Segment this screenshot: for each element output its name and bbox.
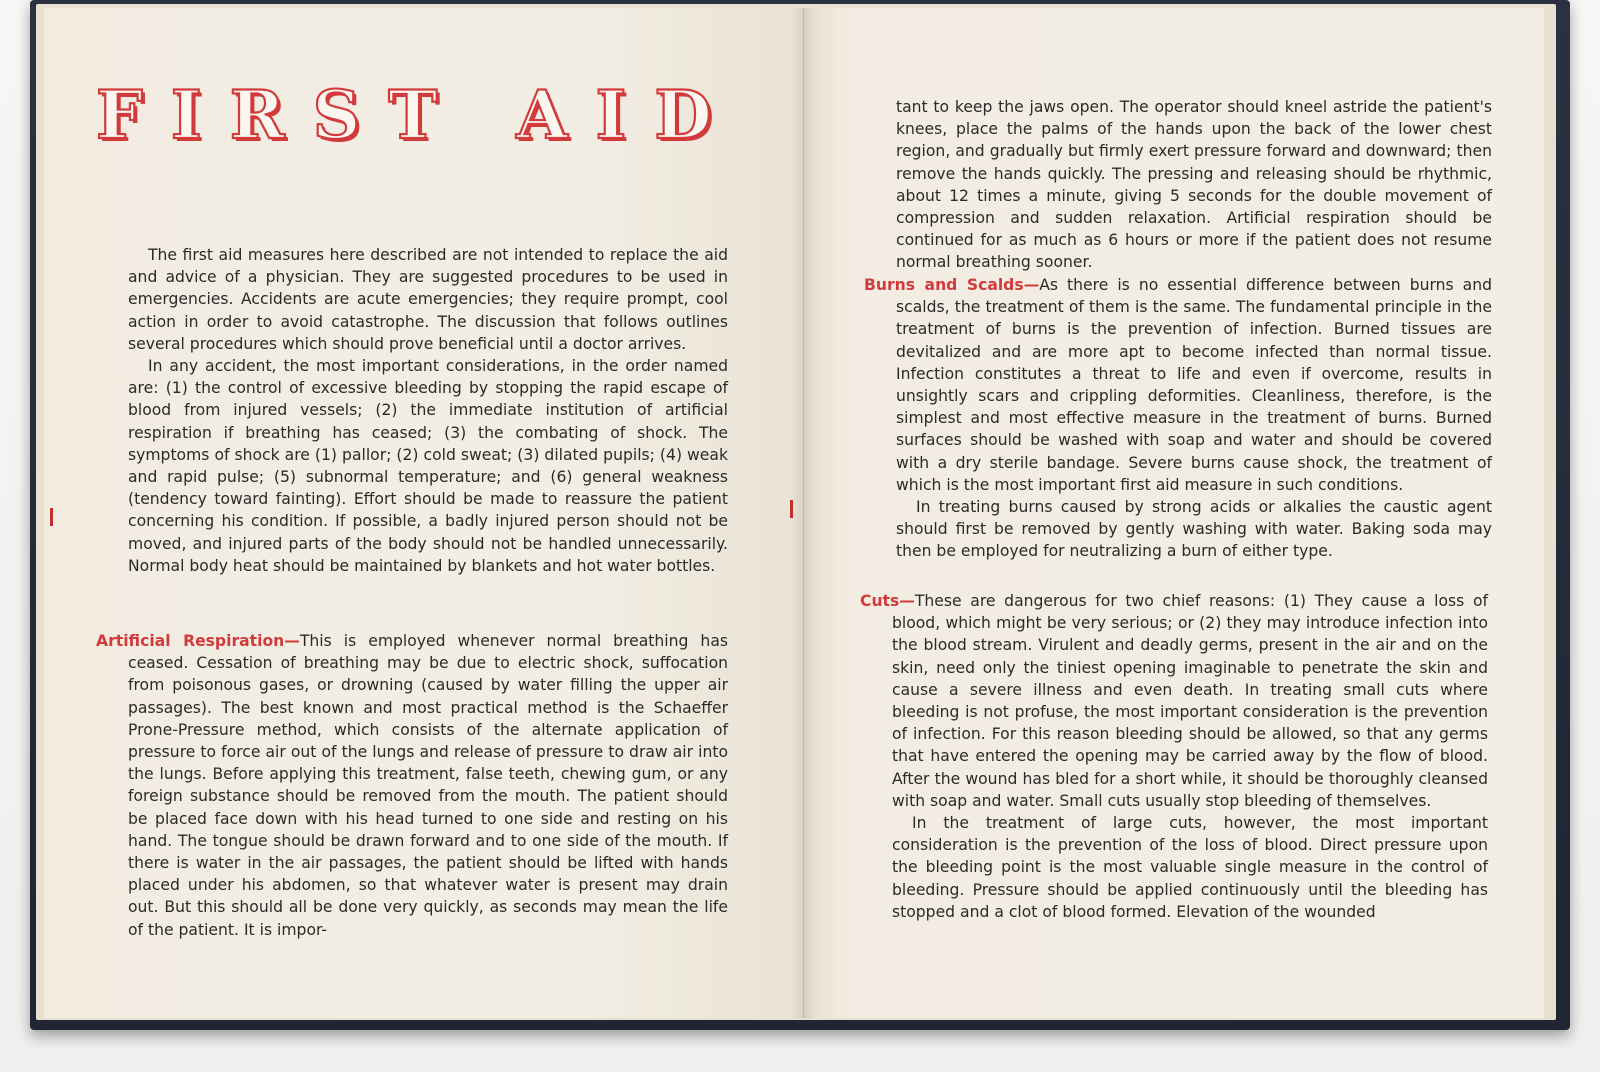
burns-paragraph-1 [864,274,1492,496]
artificial-respiration-text: This is employed whenever normal breathing has ceased. Cessation of breathing may be due to electric shock, suffocation from poisonous gases, or drowning (caused by water filling the upper air passages). The best known and most practical method is the Schaeffer Prone-Pressure method, which consists of the alternate application of pressure to force air out of the lungs and release of pressure to draw air into the lungs. Before applying this treatment, false teeth, chewing gum, or any foreign substance should be removed from the mouth. The patient should be placed face down with his head turned to one side and resting on his hand. The tongue should be drawn forward and to one side of the mouth. If there is water in the air passages, the patient should be lifted with hands placed under his abdomen, so that whatever water is present may drain out. But this should all be done very quickly, as seconds may mean the life of the patient. It is impor- [128,632,728,939]
page-edge-mark [50,508,53,526]
burns-text: As there is no essential difference between burns and scalds, the treatment of them is the same. The fundamental principle in the treatment of burns is the prevention of infection. Burned tissues are devitalized and are more apt to become infected than normal tissue. Infection constitutes a threat to life and even if overcome, results in unsightly scars and crippling deformities. Cleanliness, therefore, is the simplest and most effective measure in the treatment of burns. Burned surfaces should be washed with soap and water and should be covered with a dry sterile bandage. Severe burns cause shock, the treatment of which is the most important first aid measure in such conditions. [896,276,1492,494]
artificial-respiration-heading: Artificial Respiration— [96,632,300,650]
cuts-text: These are dangerous for two chief reasons: (1) They cause a loss of blood, which might be very serious; or (2) they may introduce infection into the blood stream. Virulent and deadly germs, present in the air and on the skin, need only the tiniest opening imaginable to penetrate the skin and cause a severe illness and even death. In treating small cuts where bleeding is not profuse, the most important consideration is the prevention of infection. For this reason bleeding should be allowed, so that any germs that have entered the opening may be carried away by the flow of blood. After the wound has bled for a short while, it should be thoroughly cleansed with soap and water. Small cuts usually stop bleeding of themselves. [892,592,1488,810]
artificial-respiration-section [96,630,728,941]
burns-paragraph-2: In treating burns caused by strong acids or alkalies the caustic agent should first be removed by gently washing with water. Baking soda may then be employed for neutralizing a burn of either type. [896,498,1492,561]
intro-paragraph-2: In any accident, the most important considerations, in the order named are: (1) the control of excessive bleeding by stopping the rapid escape of blood from injured vessels; (2) the immediate institution of artificial respiration if breathing has ceased; (3) the combating of shock. The symptoms of shock are (1) pallor; (2) cold sweat; (3) dilated pupils; (4) weak and rapid pulse; (5) subnormal temperature; and (6) general weakness (tendency toward fainting). Effort should be made to reassure the patient concerning his condition. If possible, a badly injured person should not be moved, and injured parts of the body should not be handled unnecessarily. Normal body heat should be maintained by blankets and hot water bottles. [128,357,728,575]
left-page [44,8,804,1018]
burns-section [864,274,1492,563]
burns-heading: Burns and Scalds— [864,276,1040,294]
right-page [804,8,1544,1018]
continued-section [896,96,1492,274]
page-edge-mark [790,500,793,518]
artificial-respiration-paragraph [96,630,728,941]
page-title: FIRST AID [96,76,740,154]
intro-section [128,244,728,577]
cuts-section [860,590,1488,923]
intro-paragraph-1: The first aid measures here described are not intended to replace the aid and advice of a physician. They are suggested procedures to be used in emergencies. Accidents are acute emergencies; they require prompt, cool action in order to avoid catastrophe. The discussion that follows outlines several procedures which should prove beneficial until a doctor arrives. [128,246,728,353]
cuts-heading: Cuts— [860,592,915,610]
cuts-paragraph-1 [860,590,1488,812]
continued-paragraph: tant to keep the jaws open. The operator should kneel astride the patient's knees, place the palms of the hands upon the back of the lower chest region, and gradually but firmly exert pressure forward and downward; then remove the hands quickly. The pressing and releasing should be rhythmic, about 12 times a minute, giving 5 seconds for the double movement of compression and sudden relaxation. Artificial respiration should be continued for as much as 6 hours or more if the patient does not resume normal breathing sooner. [896,98,1492,272]
cuts-paragraph-2: In the treatment of large cuts, however, the most important consideration is the prevention of the loss of blood. Direct pressure upon the bleeding point is the most valuable single measure in the control of bleeding. Pressure should be applied continuously until the bleeding has stopped and a clot of blood formed. Elevation of the wounded [892,814,1488,921]
